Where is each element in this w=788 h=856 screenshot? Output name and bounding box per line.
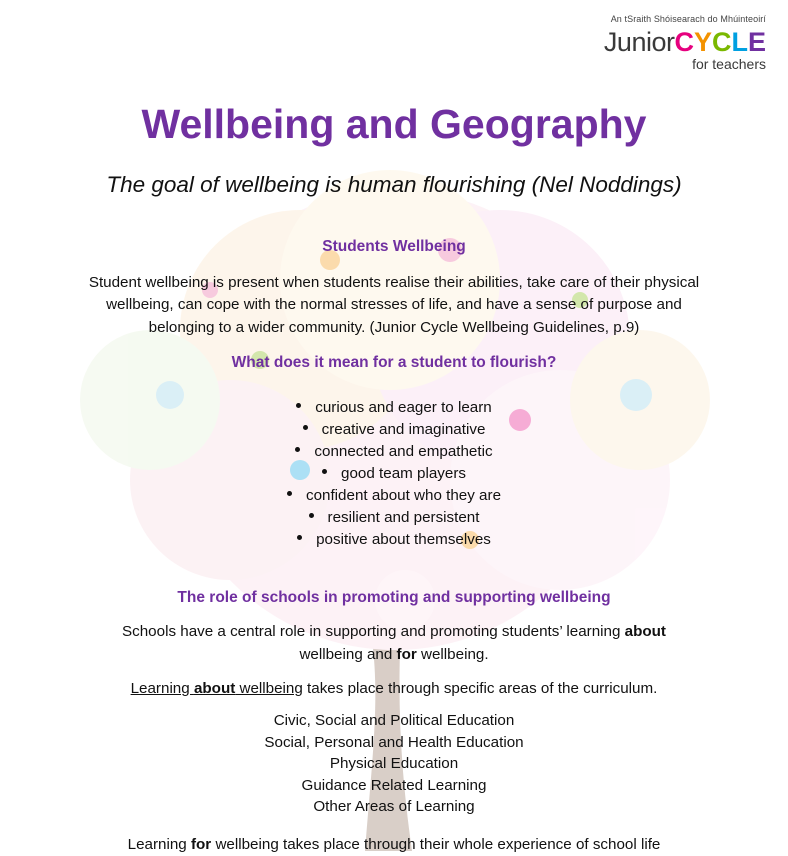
logo-cycle-letter: E bbox=[747, 27, 766, 57]
bullet-icon bbox=[296, 403, 301, 408]
role-heading: The role of schools in promoting and supporting wellbeing bbox=[177, 589, 611, 606]
role-line-1 bbox=[0, 621, 788, 643]
flourish-item-label: creative and imaginative bbox=[321, 421, 486, 438]
learning-about-text-a: Learning bbox=[130, 680, 194, 697]
logo-cycle-letter: C bbox=[711, 27, 732, 57]
students-wellbeing-line-3: belonging to a wider community. (Junior Cycle Wellbeing Guidelines, p.9) bbox=[148, 319, 640, 336]
role-line-2-text-c: wellbeing. bbox=[416, 646, 489, 663]
quote: The goal of wellbeing is human flourishing (Nel Noddings) bbox=[106, 172, 682, 197]
curriculum-areas-list bbox=[0, 710, 788, 818]
learning-for-rest: wellbeing takes place through their whole experience of school life bbox=[211, 836, 661, 853]
logo-wordmark bbox=[604, 28, 766, 56]
role-line-2-text-a: wellbeing and bbox=[299, 646, 397, 663]
learning-about-rest: takes place through specific areas of the curriculum. bbox=[302, 680, 658, 697]
students-wellbeing-line-2: wellbeing, can cope with the normal stresses of life, and have a sense of purpose and bbox=[106, 296, 682, 313]
bullet-icon bbox=[309, 513, 314, 518]
learning-about-bold: about bbox=[193, 680, 236, 697]
role-line-1-bold: about bbox=[624, 623, 666, 640]
flourish-item-label: resilient and persistent bbox=[327, 509, 480, 526]
students-wellbeing-heading: Students Wellbeing bbox=[322, 238, 466, 255]
logo-subtitle: for teachers bbox=[692, 56, 766, 72]
flourish-item-label: good team players bbox=[341, 465, 466, 482]
logo-cycle bbox=[674, 27, 766, 57]
flourish-item bbox=[0, 419, 788, 441]
flourish-heading: What does it mean for a student to flourish? bbox=[231, 354, 557, 371]
junior-cycle-logo bbox=[604, 14, 766, 72]
learning-about-text-c: wellbeing bbox=[235, 680, 303, 697]
flourish-item-label: positive about themselves bbox=[316, 531, 491, 548]
students-wellbeing-line-1: Student wellbeing is present when students realise their abilities, take care of their physical bbox=[88, 274, 700, 291]
learning-for-text-a: Learning bbox=[127, 836, 191, 853]
role-line-2 bbox=[0, 644, 788, 666]
curriculum-area: Civic, Social and Political Education bbox=[273, 712, 515, 729]
bullet-icon bbox=[322, 469, 327, 474]
logo-cycle-letter: C bbox=[674, 27, 694, 57]
flourish-item bbox=[0, 507, 788, 529]
flourish-item bbox=[0, 397, 788, 419]
curriculum-area: Other Areas of Learning bbox=[313, 798, 475, 815]
bullet-icon bbox=[297, 535, 302, 540]
bullet-icon bbox=[287, 491, 292, 496]
page-title: Wellbeing and Geography bbox=[141, 101, 647, 147]
flourish-item bbox=[0, 463, 788, 485]
curriculum-area: Guidance Related Learning bbox=[301, 776, 487, 794]
flourish-list bbox=[0, 397, 788, 551]
curriculum-area: Physical Education bbox=[329, 755, 459, 772]
bullet-icon bbox=[303, 425, 308, 430]
flourish-item-label: confident about who they are bbox=[305, 487, 502, 504]
role-line-1-text: Schools have a central role in supporting and promoting students’ learning bbox=[122, 623, 625, 640]
role-line-2-bold: for bbox=[396, 646, 417, 663]
flourish-item bbox=[0, 441, 788, 463]
flourish-item bbox=[0, 485, 788, 507]
learning-about-underlined bbox=[131, 680, 303, 697]
learning-about-line bbox=[0, 678, 788, 700]
learning-for-bold: for bbox=[190, 836, 212, 853]
flourish-item-label: connected and empathetic bbox=[314, 443, 493, 460]
logo-cycle-letter: Y bbox=[693, 27, 712, 57]
curriculum-area: Social, Personal and Health Education bbox=[264, 733, 524, 751]
bullet-icon bbox=[295, 447, 300, 452]
logo-junior: Junior bbox=[603, 27, 675, 57]
flourish-item bbox=[0, 529, 788, 551]
logo-cycle-letter: L bbox=[731, 27, 748, 57]
flourish-item-label: curious and eager to learn bbox=[315, 399, 492, 416]
learning-for-line bbox=[0, 834, 788, 856]
logo-irish-text: An tSraith Shóisearach do Mhúinteoirí bbox=[610, 14, 766, 24]
